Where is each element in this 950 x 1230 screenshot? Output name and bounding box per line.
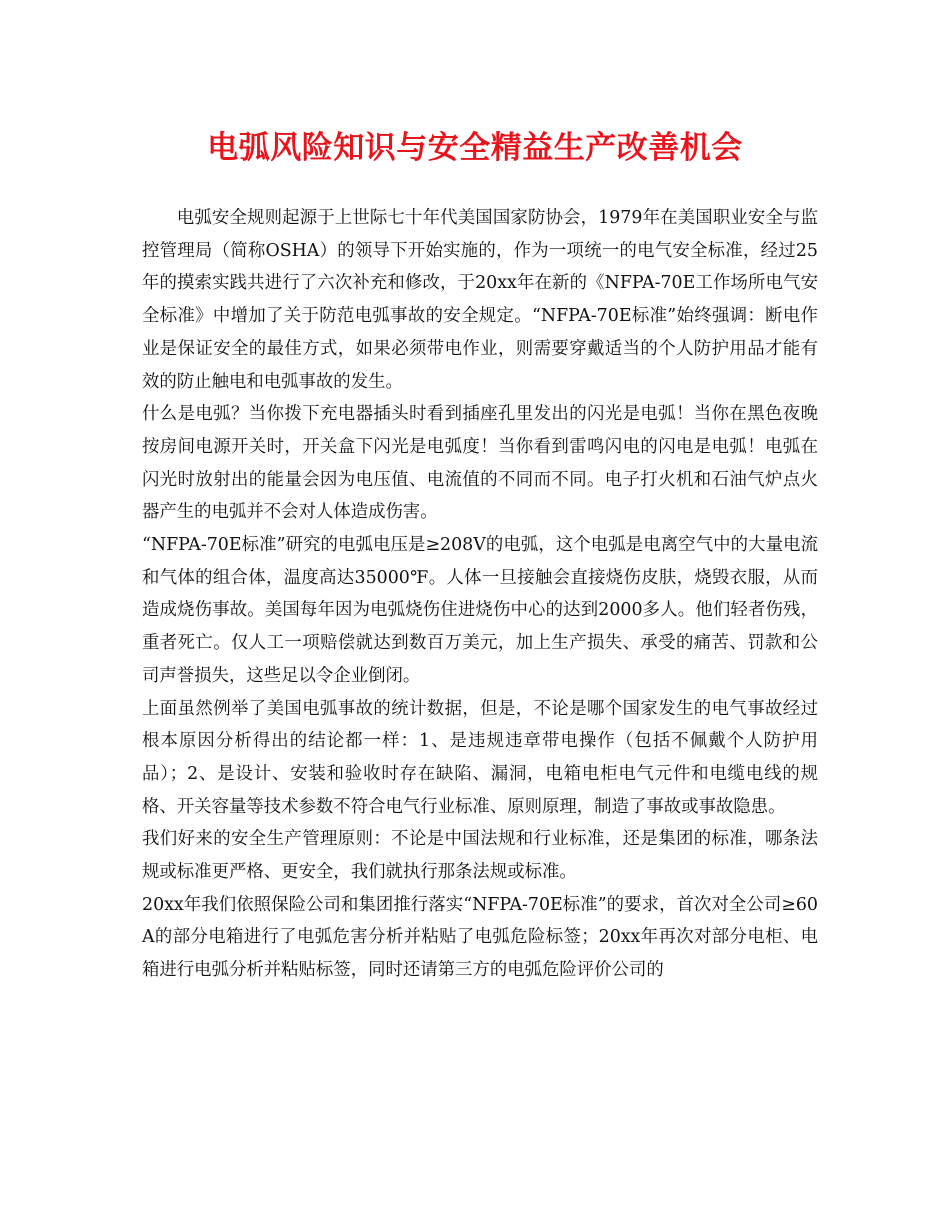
paragraph-intro: 电弧安全规则起源于上世际七十年代美国国家防协会，1979年在美国职业安全与监控管理局（简称OSHA）的领导下开始实施的，作为一项统一的电气安全标准，经过25年的摸索实践共进行了六次补充和修改，于20xx年在新的《NFPA-70E工作场所电气安全标准》中增加了关于防范电弧事故的安全规定。“NFPA-70E标准”始终强调：断电作业是保证安全的最佳方式，如果必须带电作业，则需要穿戴适当的个人防护用品才能有效的防止触电和电弧事故的发生。: [142, 208, 818, 392]
paragraph-management-principle: 我们好来的安全生产管理原则：不论是中国法规和行业标准，还是集团的标准，哪条法规或标准更严格、更安全，我们就执行那条法规或标准。: [142, 829, 818, 883]
paragraph-arc-voltage: “NFPA-70E标准”研究的电弧电压是≥208V的电弧，这个电弧是电离空气中的大量电流和气体的组合体，温度高达35000℉。人体一旦接触会直接烧伤皮肤，烧毁衣服，从而造成烧伤事故。美国每年因为电弧烧伤住进烧伤中心的达到2000多人。他们轻者伤残，重者死亡。仅人工一项赔偿就达到数百万美元，加上生产损失、承受的痛苦、罚款和公司声誉损失，这些足以令企业倒闭。: [142, 535, 818, 686]
paragraph-root-cause: 上面虽然例举了美国电弧事故的统计数据，但是，不论是哪个国家发生的电气事故经过根本原因分析得出的结论都一样：1、是违规违章带电操作（包括不佩戴个人防护用品）；2、是设计、安装和验收时存在缺陷、漏洞，电箱电柜电气元件和电缆电线的规格、开关容量等技术参数不符合电气行业标准、原则原理，制造了事故或事故隐患。: [142, 698, 818, 817]
paragraph-implementation: 20xx年我们依照保险公司和集团推行落实“NFPA-70E标准”的要求，首次对全公司≥60 A的部分电箱进行了电弧危害分析并粘贴了电弧危险标签；20xx年再次对部分电柜、电箱进行电弧分析并粘贴标签，同时还请第三方的电弧危险评价公司的: [142, 894, 818, 981]
document-body: [142, 202, 818, 987]
paragraph-what-is-arc: 什么是电弧？当你拨下充电器插头时看到插座孔里发出的闪光是电弧！当你在黑色夜晚按房间电源开关时，开关盒下闪光是电弧度！当你看到雷鸣闪电的闪电是电弧！电弧在闪光时放射出的能量会因为电压值、电流值的不同而不同。电子打火机和石油气炉点火器产生的电弧并不会对人体造成伤害。: [142, 404, 818, 523]
document-title: 电弧风险知识与安全精益生产改善机会: [207, 130, 743, 166]
